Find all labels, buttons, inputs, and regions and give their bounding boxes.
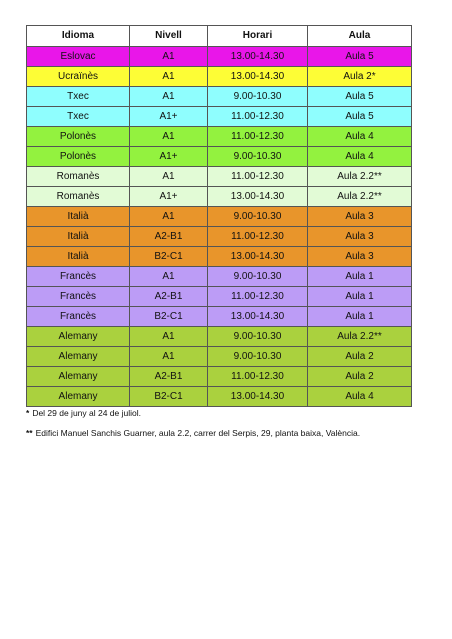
cell-idioma: Alemany <box>27 367 130 387</box>
cell-idioma: Italià <box>27 247 130 267</box>
cell-horari: 9.00-10.30 <box>208 147 308 167</box>
table-row <box>27 187 412 207</box>
table-row <box>27 67 412 87</box>
cell-nivell: A1 <box>130 87 208 107</box>
cell-aula: Aula 3 <box>308 207 412 227</box>
cell-horari: 13.00-14.30 <box>208 47 308 67</box>
table-row <box>27 107 412 127</box>
cell-aula: Aula 3 <box>308 227 412 247</box>
cell-aula: Aula 4 <box>308 127 412 147</box>
cell-horari: 11.00-12.30 <box>208 167 308 187</box>
cell-aula: Aula 4 <box>308 387 412 407</box>
cell-nivell: A1 <box>130 47 208 67</box>
cell-idioma: Italià <box>27 227 130 247</box>
table-row <box>27 227 412 247</box>
cell-horari: 11.00-12.30 <box>208 127 308 147</box>
table-row <box>27 327 412 347</box>
cell-horari: 9.00-10.30 <box>208 347 308 367</box>
footnote-text: Del 29 de juny al 24 de juliol. <box>32 408 141 418</box>
cell-horari: 13.00-14.30 <box>208 247 308 267</box>
header-nivell: Nivell <box>130 26 208 47</box>
cell-horari: 11.00-12.30 <box>208 287 308 307</box>
cell-nivell: A1 <box>130 207 208 227</box>
cell-aula: Aula 5 <box>308 47 412 67</box>
cell-horari: 9.00-10.30 <box>208 327 308 347</box>
cell-horari: 13.00-14.30 <box>208 187 308 207</box>
table-row <box>27 387 412 407</box>
cell-idioma: Txec <box>27 87 130 107</box>
cell-horari: 13.00-14.30 <box>208 387 308 407</box>
table-row <box>27 247 412 267</box>
cell-horari: 9.00-10.30 <box>208 207 308 227</box>
header-horari: Horari <box>208 26 308 47</box>
cell-nivell: A1 <box>130 327 208 347</box>
cell-idioma: Romanès <box>27 167 130 187</box>
cell-idioma: Polonès <box>27 147 130 167</box>
table-row <box>27 287 412 307</box>
cell-aula: Aula 1 <box>308 267 412 287</box>
cell-idioma: Francès <box>27 307 130 327</box>
schedule-table <box>26 25 412 407</box>
cell-nivell: A1 <box>130 267 208 287</box>
cell-idioma: Alemany <box>27 327 130 347</box>
table-row <box>27 347 412 367</box>
cell-nivell: A1+ <box>130 107 208 127</box>
cell-nivell: A2-B1 <box>130 367 208 387</box>
footnote-mark: * <box>26 408 30 418</box>
header-row <box>27 26 412 47</box>
cell-aula: Aula 1 <box>308 307 412 327</box>
cell-aula: Aula 5 <box>308 107 412 127</box>
header-idioma: Idioma <box>27 26 130 47</box>
table-row <box>27 267 412 287</box>
table-row <box>27 167 412 187</box>
cell-aula: Aula 2.2** <box>308 187 412 207</box>
cell-idioma: Alemany <box>27 347 130 367</box>
cell-nivell: A2-B1 <box>130 227 208 247</box>
footnote-text: Edifici Manuel Sanchis Guarner, aula 2.2, carrer del Serpis, 29, planta baixa, València. <box>35 428 361 438</box>
cell-horari: 13.00-14.30 <box>208 307 308 327</box>
cell-aula: Aula 2 <box>308 367 412 387</box>
table-row <box>27 307 412 327</box>
cell-aula: Aula 2* <box>308 67 412 87</box>
cell-nivell: A1 <box>130 167 208 187</box>
cell-aula: Aula 2 <box>308 347 412 367</box>
cell-idioma: Francès <box>27 287 130 307</box>
cell-nivell: A1 <box>130 127 208 147</box>
table-row <box>27 127 412 147</box>
cell-nivell: A1+ <box>130 187 208 207</box>
footnote-location <box>26 428 446 439</box>
cell-horari: 13.00-14.30 <box>208 67 308 87</box>
cell-idioma: Ucraïnès <box>27 67 130 87</box>
cell-nivell: B2-C1 <box>130 307 208 327</box>
cell-idioma: Italià <box>27 207 130 227</box>
table-row <box>27 47 412 67</box>
cell-aula: Aula 4 <box>308 147 412 167</box>
cell-nivell: A1 <box>130 67 208 87</box>
cell-nivell: A1 <box>130 347 208 367</box>
footnote-mark: ** <box>26 428 33 438</box>
cell-aula: Aula 2.2** <box>308 327 412 347</box>
table-row <box>27 207 412 227</box>
cell-aula: Aula 5 <box>308 87 412 107</box>
cell-horari: 11.00-12.30 <box>208 367 308 387</box>
footnote-dates <box>26 408 446 419</box>
cell-horari: 11.00-12.30 <box>208 107 308 127</box>
cell-horari: 9.00-10.30 <box>208 87 308 107</box>
table-row <box>27 367 412 387</box>
table-row <box>27 147 412 167</box>
cell-aula: Aula 1 <box>308 287 412 307</box>
cell-nivell: B2-C1 <box>130 387 208 407</box>
cell-nivell: B2-C1 <box>130 247 208 267</box>
cell-idioma: Eslovac <box>27 47 130 67</box>
cell-idioma: Txec <box>27 107 130 127</box>
header-aula: Aula <box>308 26 412 47</box>
cell-horari: 9.00-10.30 <box>208 267 308 287</box>
table-row <box>27 87 412 107</box>
cell-aula: Aula 2.2** <box>308 167 412 187</box>
cell-horari: 11.00-12.30 <box>208 227 308 247</box>
cell-idioma: Alemany <box>27 387 130 407</box>
cell-nivell: A2-B1 <box>130 287 208 307</box>
cell-nivell: A1+ <box>130 147 208 167</box>
cell-idioma: Polonès <box>27 127 130 147</box>
cell-aula: Aula 3 <box>308 247 412 267</box>
table-body <box>27 47 412 407</box>
cell-idioma: Romanès <box>27 187 130 207</box>
cell-idioma: Francès <box>27 267 130 287</box>
